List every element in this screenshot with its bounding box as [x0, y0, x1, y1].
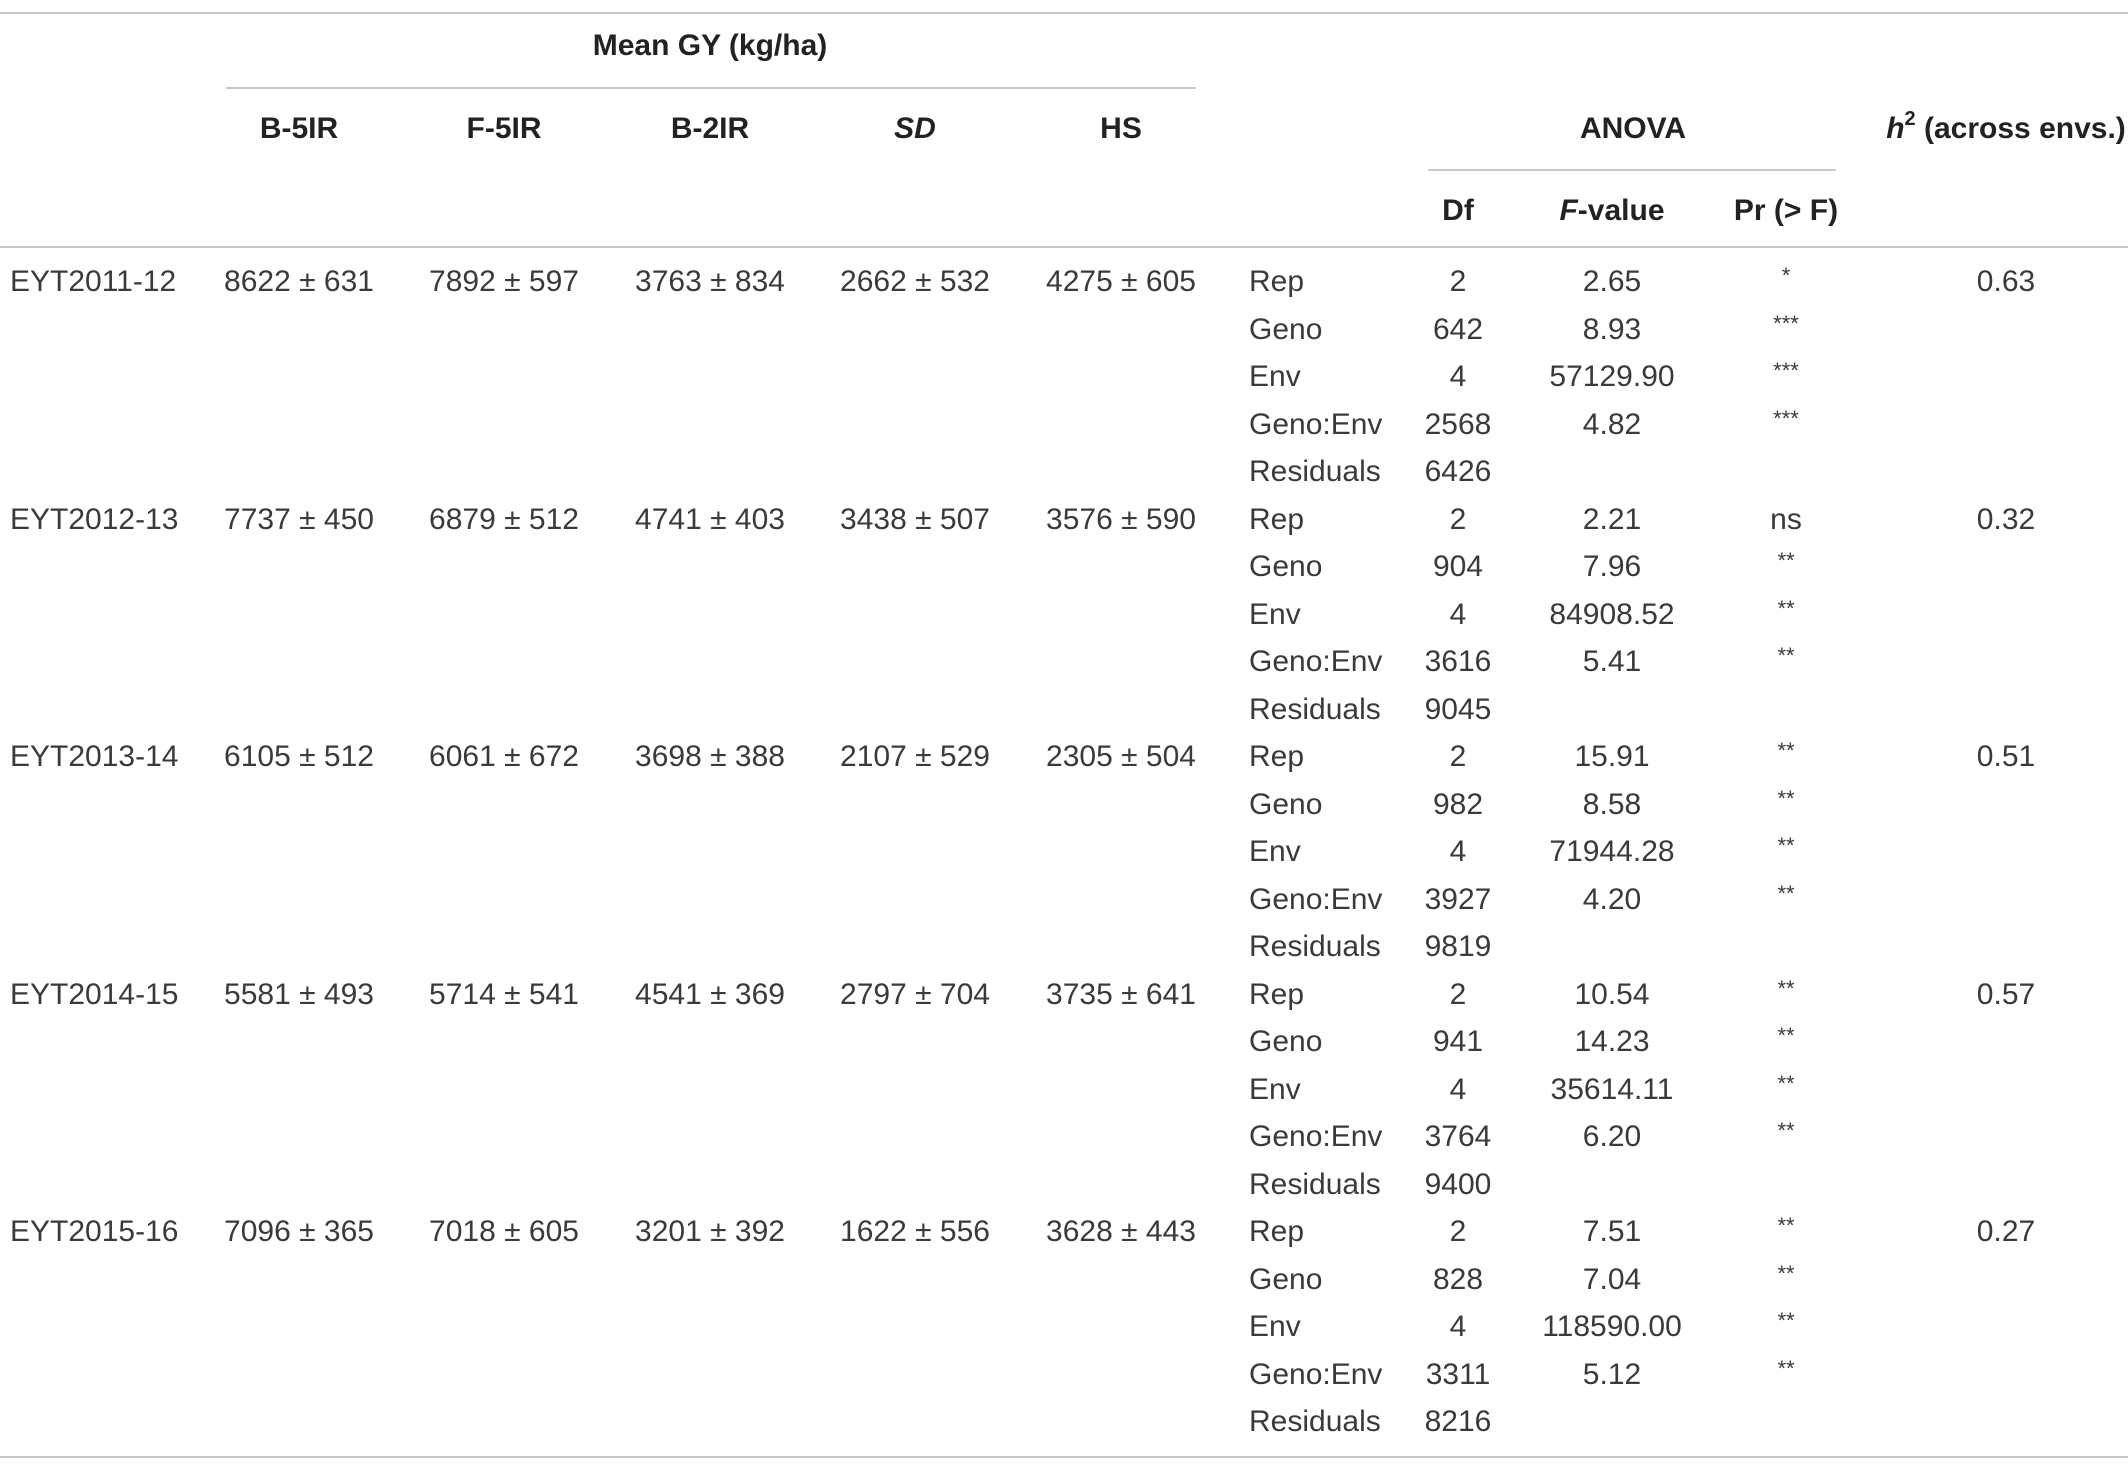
anova-df: 2: [1449, 502, 1467, 536]
anova-significance: **: [1777, 1260, 1795, 1286]
anova-significance: **: [1777, 643, 1795, 668]
anova-source: Geno:Env: [1249, 1120, 1383, 1153]
anova-df: 904: [1432, 550, 1484, 583]
anova-source: Geno: [1249, 550, 1323, 583]
mean-gy-f5ir: 7018 ± 605: [429, 1215, 579, 1248]
anova-fvalue: 84908.52: [1549, 597, 1675, 631]
mean-gy-b5ir: 6105 ± 512: [224, 740, 374, 773]
anova-fvalue: 71944.28: [1549, 835, 1675, 868]
anova-header: ANOVA: [1579, 112, 1687, 145]
mean-gy-b5ir: 7096 ± 365: [224, 1215, 374, 1248]
anova-source: Geno: [1249, 312, 1323, 346]
anova-source: Geno:Env: [1249, 407, 1383, 441]
trial-name: EYT2013-14: [10, 740, 179, 773]
header-bottom-rule: [0, 246, 2128, 248]
anova-fvalue: 15.91: [1574, 740, 1650, 773]
mean-gy-b5ir: 7737 ± 450: [224, 502, 374, 536]
mean-gy-hs: 2305 ± 504: [1046, 740, 1196, 773]
anova-significance: **: [1777, 833, 1795, 858]
mean-gy-hs: 4275 ± 605: [1046, 265, 1196, 298]
anova-df: 3616: [1424, 645, 1492, 678]
mean-gy-sd: 2797 ± 704: [840, 977, 990, 1011]
anova-fvalue: 7.96: [1582, 550, 1642, 583]
anova-df: 2: [1449, 740, 1467, 773]
anova-source: Geno: [1249, 1262, 1323, 1296]
col-header-hs: HS: [1100, 112, 1142, 145]
h2-superscript: 2: [1904, 108, 1916, 130]
anova-df: 4: [1449, 1310, 1467, 1343]
anova-source: Geno:Env: [1249, 882, 1383, 916]
anova-significance: **: [1777, 1308, 1795, 1333]
anova-source: Geno: [1249, 787, 1323, 821]
anova-significance: **: [1777, 1355, 1795, 1381]
mean-gy-b5ir: 5581 ± 493: [224, 977, 374, 1011]
anova-source: Residuals: [1249, 930, 1381, 963]
anova-source: Geno:Env: [1249, 1357, 1383, 1391]
h2-label: (across envs.): [1915, 112, 2126, 145]
anova-fvalue: 8.93: [1582, 312, 1642, 346]
anova-fvalue: 5.41: [1582, 645, 1642, 678]
anova-df: 4: [1449, 360, 1467, 393]
anova-df: 8216: [1424, 1405, 1492, 1438]
col-header-b5ir: B-5IR: [259, 112, 339, 145]
heritability-value: 0.57: [1976, 977, 2036, 1011]
anova-df: 642: [1432, 312, 1484, 346]
anova-df: 2568: [1424, 407, 1492, 441]
mean-gy-f5ir: 5714 ± 541: [429, 977, 579, 1011]
anova-significance: **: [1777, 1213, 1795, 1238]
mean-gy-b5ir: 8622 ± 631: [224, 265, 374, 298]
anova-source: Env: [1249, 1072, 1301, 1106]
trial-name: EYT2014-15: [10, 977, 179, 1011]
anova-df: 2: [1449, 1215, 1467, 1248]
anova-fvalue: 2.21: [1582, 502, 1642, 536]
table-top-rule: [0, 12, 2128, 14]
anova-source: Env: [1249, 360, 1301, 393]
heritability-value: 0.51: [1976, 740, 2036, 773]
mean-gy-b2ir: 3763 ± 834: [635, 265, 785, 298]
anova-significance: **: [1777, 1118, 1795, 1143]
mean-gy-hs: 3735 ± 641: [1046, 977, 1196, 1011]
fvalue-label: -value: [1577, 194, 1665, 227]
anova-source: Residuals: [1249, 1167, 1381, 1201]
col-header-df: Df: [1442, 194, 1474, 227]
anova-source: Residuals: [1249, 692, 1381, 726]
anova-df: 2: [1449, 265, 1467, 298]
anova-df: 3764: [1424, 1120, 1492, 1153]
col-header-f5ir: F-5IR: [466, 112, 542, 145]
anova-source: Rep: [1249, 502, 1305, 536]
mean-gy-underline: [226, 87, 1196, 89]
anova-df: 4: [1449, 597, 1467, 631]
anova-source: Rep: [1249, 740, 1305, 773]
anova-source: Rep: [1249, 265, 1305, 298]
anova-significance: ***: [1773, 310, 1799, 336]
anova-df: 2: [1449, 977, 1467, 1011]
anova-fvalue: 14.23: [1574, 1025, 1650, 1058]
anova-df: 4: [1449, 835, 1467, 868]
anova-fvalue: 4.82: [1582, 407, 1642, 441]
anova-fvalue: 118590.00: [1542, 1310, 1682, 1343]
col-header-fvalue: [1559, 193, 1664, 229]
anova-fvalue: 7.51: [1582, 1215, 1642, 1248]
anova-df: 3927: [1424, 882, 1492, 916]
trial-name: EYT2011-12: [10, 265, 177, 298]
mean-gy-b2ir: 4741 ± 403: [635, 502, 785, 536]
anova-underline: [1428, 169, 1836, 171]
anova-significance: **: [1777, 1023, 1795, 1048]
anova-fvalue: 10.54: [1574, 977, 1650, 1011]
anova-df: 982: [1432, 787, 1484, 821]
mean-gy-sd: 1622 ± 556: [840, 1215, 990, 1248]
fvalue-symbol: F: [1559, 194, 1578, 227]
col-header-h2: [1886, 108, 2126, 147]
anova-significance: ***: [1773, 405, 1799, 431]
mean-gy-f5ir: 6879 ± 512: [429, 502, 579, 536]
trial-name: EYT2015-16: [10, 1215, 179, 1248]
col-header-b2ir: B-2IR: [670, 112, 750, 145]
heritability-value: 0.63: [1976, 265, 2036, 298]
anova-fvalue: 8.58: [1582, 787, 1642, 821]
anova-significance: **: [1777, 880, 1795, 906]
table-bottom-rule: [0, 1456, 2128, 1458]
anova-fvalue: 6.20: [1582, 1120, 1642, 1153]
anova-source: Env: [1249, 1310, 1301, 1343]
mean-gy-f5ir: 7892 ± 597: [429, 265, 579, 298]
anova-fvalue: 5.12: [1582, 1357, 1642, 1391]
anova-df: 941: [1432, 1025, 1484, 1058]
mean-gy-sd: 2107 ± 529: [840, 740, 990, 773]
anova-fvalue: 57129.90: [1549, 360, 1675, 393]
anova-significance: ns: [1770, 502, 1802, 536]
mean-gy-header: Mean GY (kg/ha): [592, 29, 828, 62]
mean-gy-hs: 3576 ± 590: [1046, 502, 1196, 536]
mean-gy-f5ir: 6061 ± 672: [429, 740, 579, 773]
anova-fvalue: 4.20: [1582, 882, 1642, 916]
col-header-sd: SD: [894, 112, 936, 145]
heritability-value: 0.27: [1976, 1215, 2036, 1248]
col-header-pr: Pr (> F): [1733, 194, 1839, 227]
mean-gy-hs: 3628 ± 443: [1046, 1215, 1196, 1248]
h2-symbol: h: [1886, 112, 1905, 145]
anova-source: Residuals: [1249, 1405, 1381, 1438]
anova-significance: **: [1777, 548, 1795, 573]
anova-fvalue: 35614.11: [1550, 1072, 1674, 1106]
anova-source: Geno:Env: [1249, 645, 1383, 678]
anova-source: Rep: [1249, 1215, 1305, 1248]
mean-gy-sd: 3438 ± 507: [840, 502, 990, 536]
anova-source: Env: [1249, 835, 1301, 868]
anova-source: Env: [1249, 597, 1301, 631]
anova-significance: ***: [1773, 358, 1799, 383]
anova-df: 4: [1449, 1072, 1467, 1106]
anova-source: Residuals: [1249, 455, 1381, 488]
anova-df: 828: [1432, 1262, 1484, 1296]
anova-significance: *: [1781, 263, 1791, 288]
anova-significance: **: [1777, 1070, 1795, 1096]
anova-significance: **: [1777, 785, 1795, 811]
mean-gy-b2ir: 4541 ± 369: [635, 977, 785, 1011]
anova-df: 9400: [1424, 1167, 1492, 1201]
anova-df: 9045: [1424, 692, 1492, 726]
anova-df: 3311: [1425, 1357, 1491, 1391]
mean-gy-sd: 2662 ± 532: [840, 265, 990, 298]
anova-significance: **: [1777, 975, 1795, 1001]
anova-source: Rep: [1249, 977, 1305, 1011]
mean-gy-b2ir: 3201 ± 392: [635, 1215, 785, 1248]
anova-fvalue: 2.65: [1582, 265, 1642, 298]
anova-source: Geno: [1249, 1025, 1323, 1058]
anova-df: 9819: [1424, 930, 1492, 963]
anova-significance: **: [1777, 595, 1795, 621]
anova-df: 6426: [1424, 455, 1492, 488]
anova-fvalue: 7.04: [1582, 1262, 1642, 1296]
anova-significance: **: [1777, 738, 1795, 763]
trial-name: EYT2012-13: [10, 502, 179, 536]
mean-gy-b2ir: 3698 ± 388: [635, 740, 785, 773]
heritability-value: 0.32: [1976, 502, 2036, 536]
